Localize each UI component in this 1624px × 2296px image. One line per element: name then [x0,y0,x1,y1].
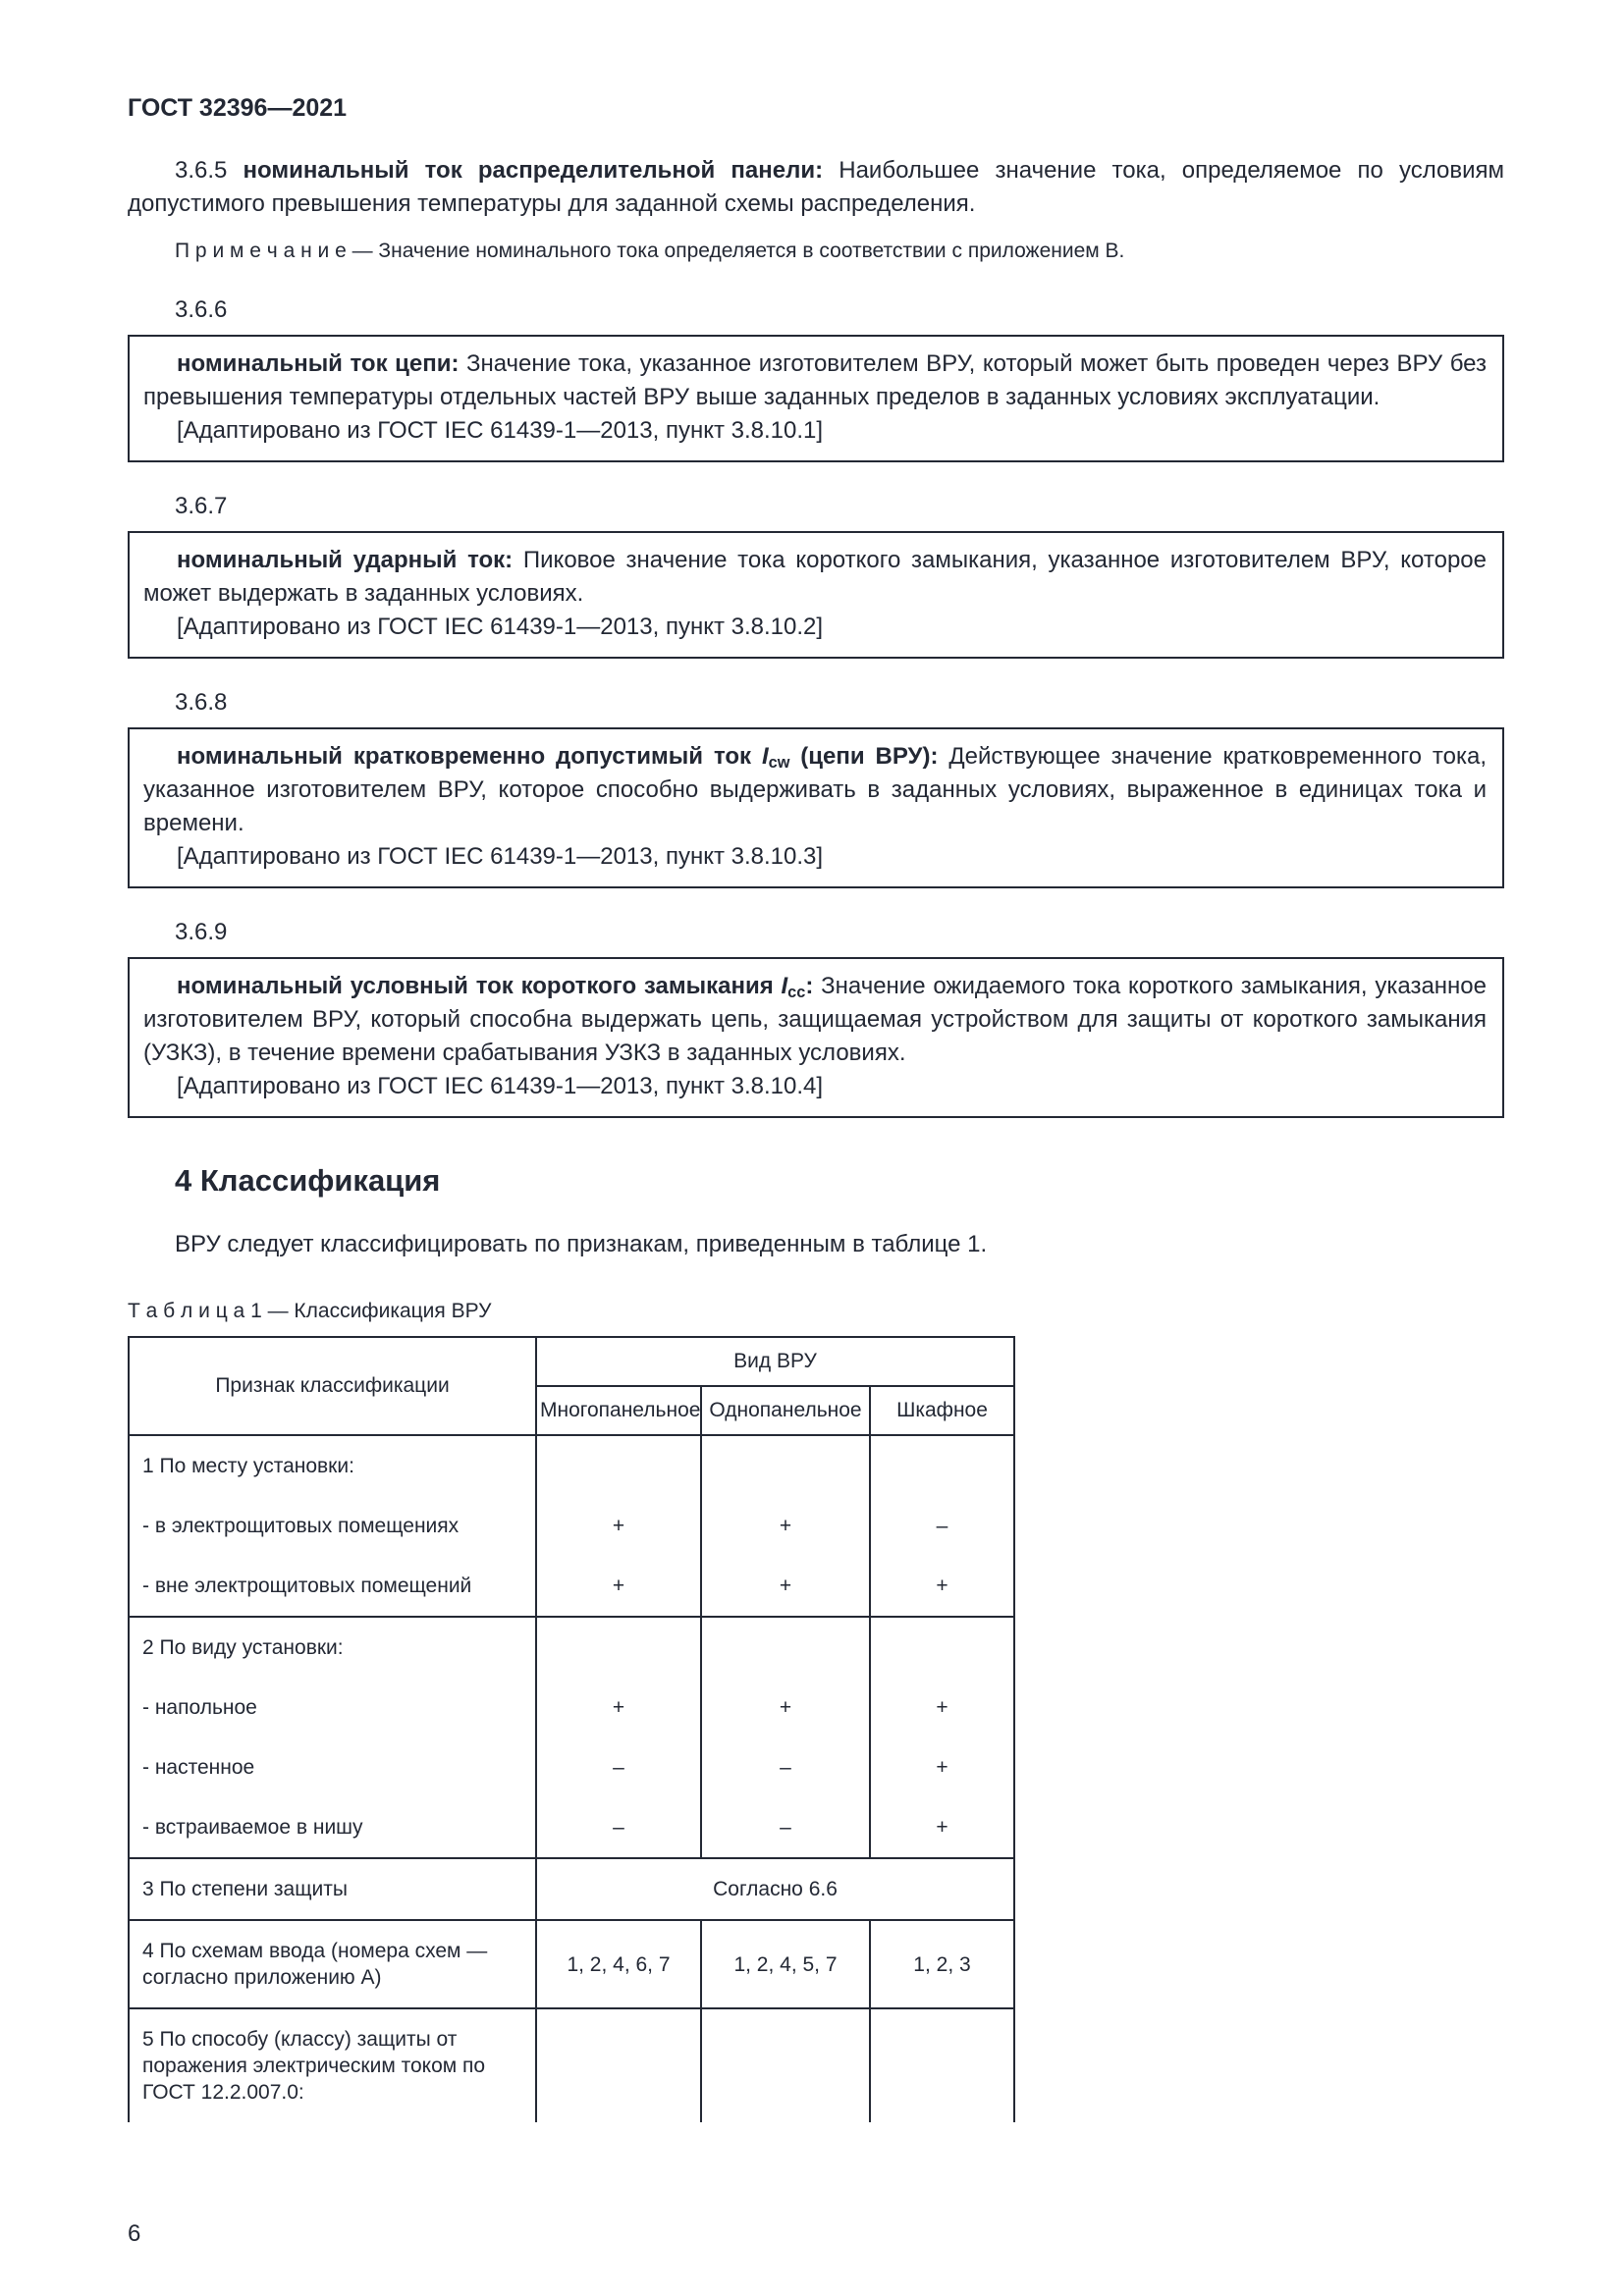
term-text: номинальный кратковременно допустимый ток [177,743,762,770]
definition-box-3-6-7 [128,531,1504,659]
table-cell: – [536,1737,701,1797]
clause-number-3-6-6: 3.6.6 [175,296,228,323]
table-row [129,1920,1014,2008]
table-cell: + [536,1556,701,1617]
source-reference: [Адаптировано из ГОСТ IEC 61439-1—2013, пункт 3.8.10.4] [177,1073,824,1099]
table-group-5 [129,2008,1014,2122]
table-cell: – [536,1797,701,1858]
definition-text: Действующее значение кратковременного тока, указанное изготовителем ВРУ, которое способно выдерживать в заданных условиях, выраженное в единицах тока и времени. [143,743,1488,836]
table-row [129,1496,1014,1556]
table-cell: 1, 2, 4, 6, 7 [536,1920,701,2008]
symbol-subscript: cc [787,984,806,1002]
table-cell: – [701,1797,870,1858]
table-row [129,1435,1014,1496]
source-reference: [Адаптировано из ГОСТ IEC 61439-1—2013, пункт 3.8.10.3] [177,843,824,870]
column-group-header: Вид ВРУ [536,1337,1014,1386]
table-cell: + [536,1496,701,1556]
table-row [129,1797,1014,1858]
definition-box-3-6-6 [128,335,1504,462]
clause-number-3-6-9: 3.6.9 [175,919,228,945]
definition-paragraph [143,347,1487,414]
table-cell: 1, 2, 4, 5, 7 [701,1920,870,2008]
row-label: - напольное [129,1678,536,1737]
row-label: 1 По месту установки: [129,1435,536,1496]
table-header-row [129,1337,1014,1386]
row-label: 2 По виду установки: [129,1617,536,1678]
table-row [129,2008,1014,2122]
definition-box-3-6-9 [128,957,1504,1118]
clause-3-6-5 [128,154,1504,221]
term [177,743,939,773]
table-cell [536,1617,701,1678]
running-header: ГОСТ 32396—2021 [128,94,348,122]
table-group-4 [129,1920,1014,2008]
definition-text: Значение тока, указанное изготовителем ВРУ, который может быть проведен через ВРУ без превышения температуры отдельных частей ВРУ выше заданных пределов в заданных условиях эксплуатации. [143,350,1487,410]
table-group-3 [129,1858,1014,1920]
table-cell: + [701,1678,870,1737]
definition-text: Пиковое значение тока короткого замыкания, указанное изготовителем ВРУ, которое может выдержать в заданных условиях. [143,547,1487,607]
table-cell: + [870,1678,1014,1737]
definition-paragraph [143,544,1487,611]
table-cell: + [536,1678,701,1737]
source-reference: [Адаптировано из ГОСТ IEC 61439-1—2013, пункт 3.8.10.2] [177,614,824,640]
table-cell [701,1435,870,1496]
table-cell: – [870,1496,1014,1556]
table-group-1 [129,1435,1014,1617]
symbol-subscript: cw [768,754,790,773]
source-reference: [Адаптировано из ГОСТ IEC 61439-1—2013, пункт 3.8.10.1] [177,417,824,444]
table-cell [870,2008,1014,2122]
table-cell: + [870,1556,1014,1617]
table-cell: + [701,1556,870,1617]
current-symbol-I: I [761,743,769,770]
term: номинальный ток цепи: [177,350,460,377]
row-label: 5 По способу (классу) защиты от поражения электрическим током по ГОСТ 12.2.007.0: [129,2008,536,2122]
row-label: - встраиваемое в нишу [129,1797,536,1858]
note-3-6-5: П р и м е ч а н и е — Значение номинального тока определяется в соответствии с приложением В. [175,240,1125,262]
table-cell [870,1435,1014,1496]
table-cell: + [870,1737,1014,1797]
table-row [129,1858,1014,1920]
column-header-multipanel: Многопанельное [536,1386,701,1435]
term: номинальный ударный ток: [177,547,514,573]
term-text: (цепи ВРУ): [789,743,939,770]
row-label: 4 По схемам ввода (номера схем — согласно приложению А) [129,1920,536,2008]
term-text: номинальный условный ток короткого замыкания [177,973,782,999]
definition-text: Наибольшее значение тока, определяемое по условиям допустимого превышения температуры для заданной схемы распределения. [128,157,1505,217]
clause-number-3-6-7: 3.6.7 [175,493,228,519]
table-cell [701,2008,870,2122]
clause-number-3-6-8: 3.6.8 [175,689,228,716]
page-number: 6 [128,2220,141,2247]
table-caption: Т а б л и ц а 1 — Классификация ВРУ [128,1300,492,1322]
table-cell: 1, 2, 3 [870,1920,1014,2008]
row-label: 3 По степени защиты [129,1858,536,1920]
table-row [129,1678,1014,1737]
table-cell [536,2008,701,2122]
table-group-2 [129,1617,1014,1858]
row-label: - вне электрощитовых помещений [129,1556,536,1617]
row-label: - настенное [129,1737,536,1797]
table-row [129,1617,1014,1678]
table-cell-merged: Согласно 6.6 [536,1858,1014,1920]
term [177,973,814,1002]
table-row [129,1556,1014,1617]
definition-paragraph [143,970,1487,1070]
table-cell: – [701,1737,870,1797]
classification-table [128,1336,1015,2122]
definition-box-3-6-8 [128,727,1504,888]
table-row [129,1737,1014,1797]
table-cell [701,1617,870,1678]
row-label: - в электрощитовых помещениях [129,1496,536,1556]
term-text: : [805,973,814,999]
definition-text: Значение ожидаемого тока короткого замыкания, указанное изготовителем ВРУ, который способна выдержать цепь, защищаемая устройством для защиты от короткого замыкания (УЗКЗ), в течение времени срабатывания УЗКЗ в заданных условиях. [143,973,1487,1066]
column-header-singlepanel: Однопанельное [701,1386,870,1435]
table-cell [870,1617,1014,1678]
definition-paragraph [143,740,1487,840]
table-cell: + [870,1797,1014,1858]
table-header [129,1337,1014,1435]
table-cell [536,1435,701,1496]
clause-number: 3.6.5 [175,157,228,184]
table-cell: + [701,1496,870,1556]
column-header-feature: Признак классификации [129,1337,536,1435]
current-symbol-I: I [781,973,788,999]
term: номинальный ток распределительной панели: [243,157,824,184]
section-heading-4: 4 Классификация [175,1163,441,1198]
column-header-cabinet: Шкафное [870,1386,1014,1435]
section-4-intro: ВРУ следует классифицировать по признакам, приведенным в таблице 1. [175,1231,988,1257]
